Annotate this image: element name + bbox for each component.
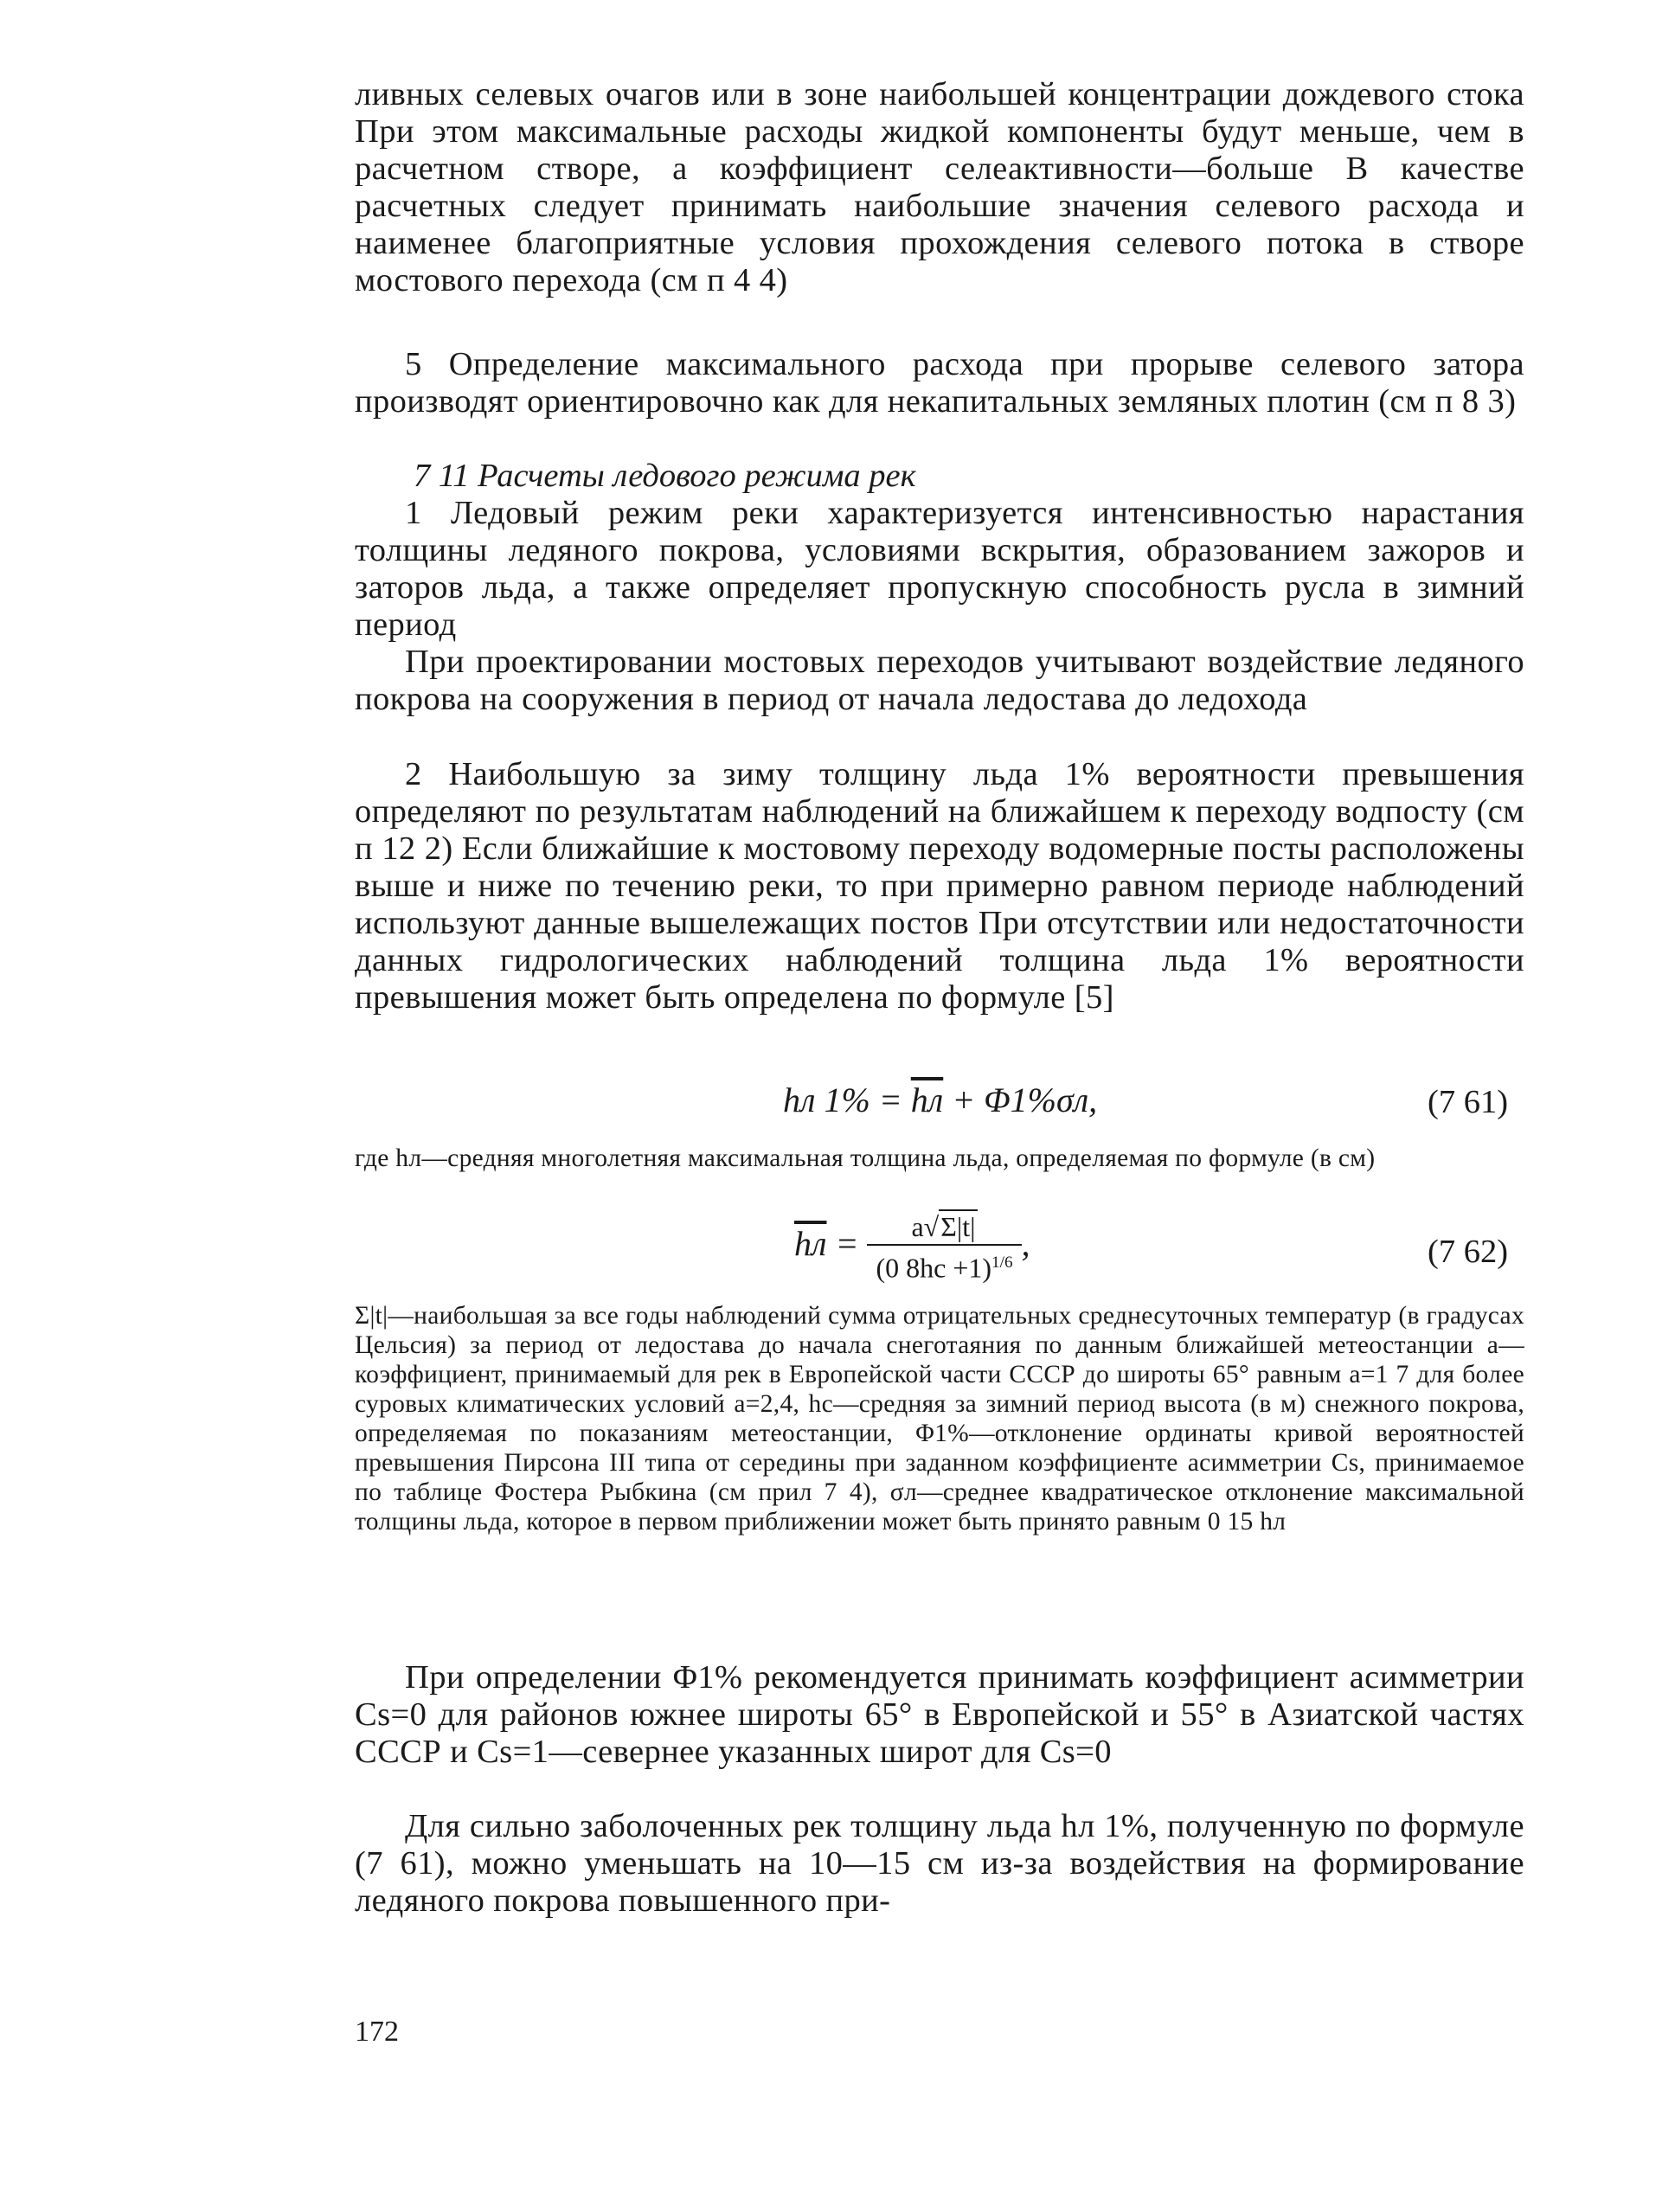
- paragraph-1-ice-regime: 1 Ледовый режим реки характеризуется интенсивностью нарастания толщины ледяного покрова, условиями вскрытия, образованием зажоров и заторов льда, а также определяет пропускную способность русла в зимний период: [355, 495, 1524, 643]
- sum-abs-t: Σ|t|: [940, 1211, 976, 1242]
- formula-7-61: [783, 1080, 1097, 1120]
- fraction-denominator: [867, 1246, 1021, 1284]
- coef-a: a: [911, 1211, 924, 1242]
- formula-comma: ,: [1088, 1080, 1098, 1119]
- section-heading: 7 11 Расчеты ледового режима рек: [414, 458, 916, 494]
- formula-equals: =: [878, 1080, 902, 1119]
- paragraph-mudflow-continuation: ливных селевых очагов или в зоне наибольшей концентрации дождевого стока При этом максимальные расходы жидкой компоненты будут меньше, чем в расчетном створе, а коэффициент селеактивности—больше В качестве расчетных следует принимать наибольшие значения селевого расхода и наименее благоприятные условия прохождения селевого потока в створе мостового перехода (см п 4 4): [355, 76, 1524, 298]
- formula-lhs: hл: [794, 1224, 827, 1264]
- paragraph-5-dam-breach: 5 Определение максимального расхода при прорыве селевого затора производят ориентировочно как для некапитальных земляных плотин (см п 8 3): [355, 346, 1524, 420]
- fraction-numerator: a√Σ|t|: [867, 1211, 1021, 1246]
- equation-number-7-62: (7 62): [1428, 1234, 1509, 1270]
- formula-fraction: [867, 1211, 1021, 1284]
- paragraph-asymmetry-coefficient: При определении Φ1% рекомендуется принимать коэффициент асимметрии Cs=0 для районов южнее широты 65° в Европейской и 55° в Азиатской частях СССР и Cs=1—севернее указанных широт для Cs=0: [355, 1659, 1524, 1770]
- paragraph-bridge-design: При проектировании мостовых переходов учитывают воздействие ледяного покрова на сооружения в период от начала ледостава до ледохода: [355, 644, 1524, 717]
- denominator-base: (0 8hс +1): [876, 1252, 992, 1284]
- formula-lhs: hл 1%: [783, 1080, 870, 1119]
- equation-number-7-61: (7 61): [1428, 1084, 1509, 1120]
- formula-equals: =: [835, 1224, 859, 1264]
- page-number: 172: [355, 2016, 399, 2048]
- formula-7-62: [794, 1211, 1030, 1284]
- formula-comma: ,: [1021, 1224, 1030, 1264]
- denominator-exponent: 1/6: [991, 1253, 1013, 1272]
- note-variable-definitions: Σ|t|—наибольшая за все годы наблюдений сумма отрицательных среднесуточных температур (в градусах Цельсия) за период от ледостава до начала снеготаяния по данным ближайшей метеостанции а—коэффициент, принимаемый для рек в Европейской части СССР до широты 65° равным а=1 7 для более суровых климатических условий а=2,4, hс—средняя за зимний период высота (в м) снежного покрова, определяемая по показаниям метеостанции, Φ1%—отклонение ординаты кривой вероятностей превышения Пирсона III типа от середины при заданном коэффициенте асимметрии Cs, принимаемое по таблице Фостера Рыбкина (см прил 7 4), σл—среднее квадратическое отклонение максимальной толщины льда, которое в первом приближении может быть принято равным 0 15 hл: [355, 1302, 1524, 1536]
- formula-plus: +: [952, 1080, 976, 1119]
- formula-deviation-term: Φ1%σл: [984, 1080, 1089, 1119]
- paragraph-swampy-rivers: Для сильно заболоченных рек толщину льда hл 1%, полученную по формуле (7 61), можно уменьшать на 10—15 см из-за воздействия на формирование ледяного покрова повышенного при-: [355, 1808, 1524, 1919]
- note-mean-ice-thickness: где hл—средняя многолетняя максимальная толщина льда, определяемая по формуле (в см): [355, 1144, 1376, 1172]
- formula-mean-term: hл: [910, 1080, 944, 1119]
- paragraph-2-ice-thickness: 2 Наибольшую за зиму толщину льда 1% вероятности превышения определяют по результатам наблюдений на ближайшем к переходу водпосту (см п 12 2) Если ближайшие к мостовому переходу водомерные посты расположены выше и ниже по течению реки, то при примерно равном периоде наблюдений используют данные вышележащих постов При отсутствии или недостаточности данных гидрологических наблюдений толщина льда 1% вероятности превышения может быть определена по формуле [5]: [355, 756, 1524, 1016]
